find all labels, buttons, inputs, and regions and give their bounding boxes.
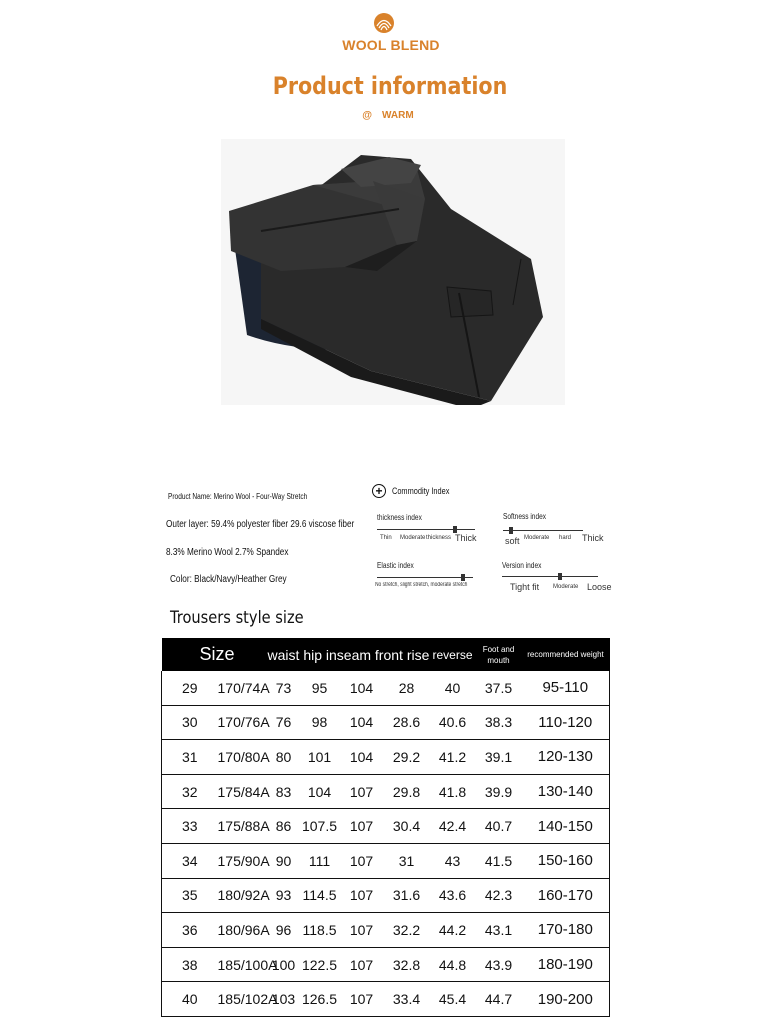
weight-cell: 180-190 <box>522 947 610 982</box>
hip-cell: 95 <box>311 679 328 696</box>
inseam-cell: 107 <box>340 913 384 948</box>
warm-symbol: @ <box>362 110 373 121</box>
version-index-title: Version index <box>502 561 542 570</box>
height-cell: 170/80A <box>218 740 268 775</box>
inseam-cell: 107 <box>340 809 384 844</box>
size-cell: 32 <box>162 774 218 809</box>
weight-cell: 190-200 <box>522 982 610 1017</box>
front-rise-cell: 29.8 <box>384 774 430 809</box>
thickness-index-marker <box>453 526 457 533</box>
reverse-cell: 40.6 <box>430 705 476 740</box>
front-rise-cell: 33.4 <box>384 982 430 1017</box>
reverse-cell: 44.8 <box>430 947 476 982</box>
commodity-index-label: Commodity Index <box>392 486 450 496</box>
front-rise-cell: 31.6 <box>384 878 430 913</box>
elastic-index-bar <box>377 577 473 578</box>
weight-cell: 130-140 <box>522 774 610 809</box>
height-cell: 185/100A <box>218 947 268 982</box>
hip-cell: 118.5 <box>300 913 340 948</box>
height-cell: 170/74A <box>217 679 270 696</box>
version-label: Tight fit <box>510 582 540 592</box>
foot-mouth-cell: 43.9 <box>476 947 522 982</box>
reverse-cell: 43 <box>430 843 476 878</box>
table-row <box>162 878 610 913</box>
thickness-label: Thin <box>380 535 392 541</box>
inseam-cell: 104 <box>340 740 384 775</box>
weight-cell: 95-110 <box>542 679 589 697</box>
foot-mouth-cell: 38.3 <box>476 705 522 740</box>
size-cell: 29 <box>181 679 198 696</box>
page-title: Product information <box>272 72 508 100</box>
front-rise-cell: 30.4 <box>384 809 430 844</box>
foot-mouth-cell: 37.5 <box>484 679 513 696</box>
size-chart-title: Trousers style size <box>170 608 304 628</box>
front-rise-cell: 29.2 <box>384 740 430 775</box>
thickness-label: Thick <box>455 533 477 543</box>
weight-cell: 170-180 <box>522 913 610 948</box>
table-row <box>162 705 610 740</box>
inseam-cell: 104 <box>340 705 384 740</box>
hip-cell: 104 <box>300 774 340 809</box>
waist-cell: 83 <box>268 774 300 809</box>
waist-cell: 100 <box>268 947 300 982</box>
foot-mouth-cell: 40.7 <box>476 809 522 844</box>
softness-label: hard <box>559 535 572 541</box>
front-rise-cell: 32.8 <box>384 947 430 982</box>
waist-cell: 73 <box>275 679 292 696</box>
inseam-cell: 107 <box>340 982 384 1017</box>
inseam-header: inseam <box>325 646 372 663</box>
height-cell: 170/76A <box>218 705 268 740</box>
weight-cell: 110-120 <box>522 705 610 740</box>
weight-cell: 140-150 <box>522 809 610 844</box>
warm-badge <box>0 110 768 121</box>
hip-header: hip <box>303 646 322 663</box>
height-cell: 185/102A <box>218 982 268 1017</box>
foot-mouth-cell: 41.5 <box>476 843 522 878</box>
version-index-marker <box>558 573 562 580</box>
elastic-label: No stretch, slight stretch, moderate stretch <box>375 582 468 588</box>
size-cell: 30 <box>162 705 218 740</box>
color-options: Color: Black/Navy/Heather Grey <box>170 574 287 585</box>
inseam-cell: 107 <box>340 878 384 913</box>
inseam-cell: 107 <box>340 774 384 809</box>
waist-cell: 86 <box>268 809 300 844</box>
hip-cell: 111 <box>300 843 340 878</box>
weight-cell: 160-170 <box>522 878 610 913</box>
reverse-cell: 40 <box>444 679 461 696</box>
front-rise-cell: 32.2 <box>384 913 430 948</box>
brand-name: WOOL BLEND <box>342 37 440 53</box>
foot-mouth-cell: 43.1 <box>476 913 522 948</box>
commodity-index-header <box>372 484 462 498</box>
waist-cell: 76 <box>268 705 300 740</box>
product-name: Product Name: Merino Wool - Four-Way Stretch <box>168 492 308 501</box>
waist-cell: 93 <box>268 878 300 913</box>
height-cell: 175/90A <box>218 843 268 878</box>
hip-cell: 122.5 <box>300 947 340 982</box>
table-row <box>162 774 610 809</box>
height-cell: 180/96A <box>218 913 268 948</box>
waist-cell: 80 <box>268 740 300 775</box>
foot-mouth-cell: 42.3 <box>476 878 522 913</box>
version-label: Loose <box>587 582 612 592</box>
reverse-cell: 42.4 <box>430 809 476 844</box>
softness-label: soft <box>505 536 520 546</box>
reverse-header: reverse <box>430 638 476 671</box>
hip-cell: 101 <box>300 740 340 775</box>
size-header: Size <box>162 638 268 671</box>
version-index-bar <box>502 576 598 577</box>
brand-logo-icon <box>373 12 395 39</box>
softness-index-bar <box>503 530 583 531</box>
front-rise-cell: 28.6 <box>384 705 430 740</box>
size-cell: 34 <box>162 843 218 878</box>
front-rise-cell: 28 <box>398 679 415 696</box>
size-cell: 31 <box>162 740 218 775</box>
version-label: Moderate <box>553 584 579 590</box>
hip-cell: 126.5 <box>300 982 340 1017</box>
size-cell: 38 <box>162 947 218 982</box>
softness-index-marker <box>509 527 513 534</box>
foot-mouth-cell: 44.7 <box>476 982 522 1017</box>
merino-composition: 8.3% Merino Wool 2.7% Spandex <box>166 547 289 558</box>
foot-mouth-cell: 39.1 <box>476 740 522 775</box>
front-rise-header: front rise <box>374 646 430 663</box>
table-row <box>162 947 610 982</box>
hip-cell: 107.5 <box>300 809 340 844</box>
hip-cell: 114.5 <box>300 878 340 913</box>
waist-cell: 96 <box>268 913 300 948</box>
size-table <box>161 638 610 1017</box>
softness-label: Moderate <box>524 535 550 541</box>
plus-circle-icon: + <box>372 484 386 498</box>
size-cell: 36 <box>162 913 218 948</box>
reverse-cell: 41.8 <box>430 774 476 809</box>
inseam-cell: 107 <box>340 947 384 982</box>
measure-header <box>268 638 430 671</box>
foot-mouth-cell: 39.9 <box>476 774 522 809</box>
product-photo <box>221 139 565 405</box>
table-row <box>162 809 610 844</box>
size-cell: 35 <box>162 878 218 913</box>
reverse-cell: 41.2 <box>430 740 476 775</box>
weight-cell: 120-130 <box>522 740 610 775</box>
waist-cell: 103 <box>268 982 300 1017</box>
height-cell: 180/92A <box>218 878 268 913</box>
recommended-weight-header: recommended weight <box>522 638 610 671</box>
hip-cell: 98 <box>300 705 340 740</box>
table-row <box>162 913 610 948</box>
foot-mouth-header: Foot and mouth <box>476 638 522 671</box>
size-cell: 40 <box>162 982 218 1017</box>
thickness-label: Moderate <box>400 535 426 541</box>
warm-label: WARM <box>382 110 414 121</box>
table-row <box>162 843 610 878</box>
inseam-cell: 104 <box>349 679 374 696</box>
elastic-index-title: Elastic index <box>377 561 414 570</box>
height-cell: 175/88A <box>218 809 268 844</box>
front-rise-cell: 31 <box>384 843 430 878</box>
elastic-index-marker <box>461 574 465 581</box>
softness-label: Thick <box>582 533 604 543</box>
height-cell: 175/84A <box>218 774 268 809</box>
waist-header: waist <box>267 646 300 663</box>
inseam-cell: 107 <box>340 843 384 878</box>
thickness-index-bar <box>377 529 475 530</box>
size-cell: 33 <box>162 809 218 844</box>
thickness-index-title: thickness index <box>377 513 422 522</box>
weight-cell: 150-160 <box>522 843 610 878</box>
table-row <box>162 671 610 705</box>
reverse-cell: 45.4 <box>430 982 476 1017</box>
table-row <box>162 982 610 1017</box>
reverse-cell: 43.6 <box>430 878 476 913</box>
waist-cell: 90 <box>268 843 300 878</box>
table-row <box>162 740 610 775</box>
size-table-header-row <box>162 638 610 671</box>
softness-index-title: Softness index <box>503 512 547 521</box>
thickness-label: thickness <box>426 535 452 541</box>
outer-layer: Outer layer: 59.4% polyester fiber 29.6 viscose fiber <box>166 519 355 530</box>
reverse-cell: 44.2 <box>430 913 476 948</box>
